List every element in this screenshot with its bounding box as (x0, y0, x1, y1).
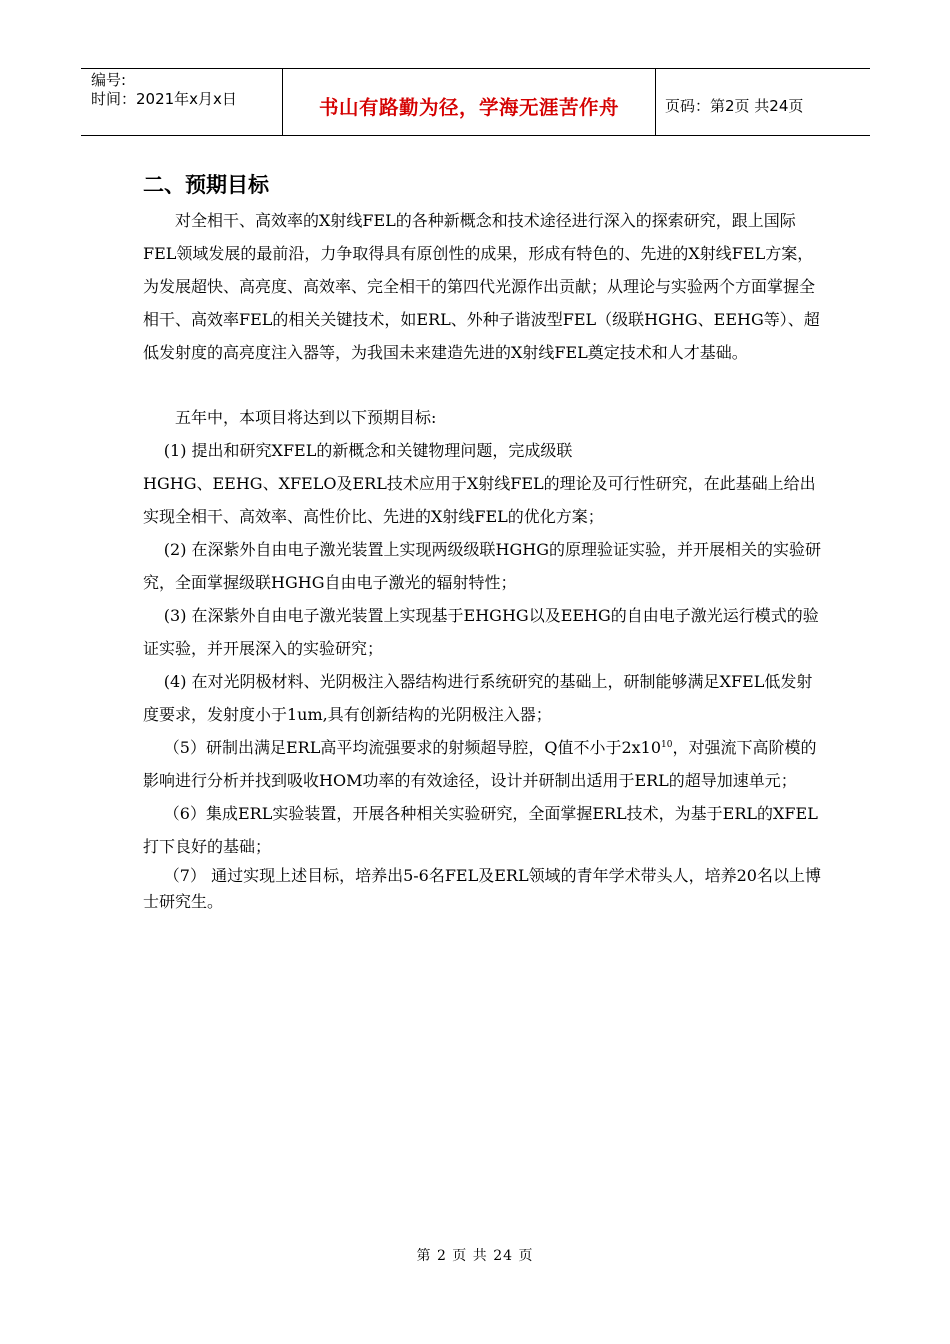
goal-2: (2) 在深紫外自由电子激光装置上实现两级级联HGHG的原理验证实验，并开展相关的实验研究，全面掌握级联HGHG自由电子激光的辐射特性； (143, 540, 822, 592)
document-time-label: 时间：2021年x月x日 (91, 90, 237, 108)
document-number-label: 编号: (91, 71, 127, 89)
page-header (81, 68, 870, 136)
goal-6: （6）集成ERL实验装置，开展各种相关实验研究，全面掌握ERL技术，为基于ERL的XFEL打下良好的基础； (143, 804, 818, 856)
goal-1-rest: HGHG、EEHG、XFELO及ERL技术应用于X射线FEL的理论及可行性研究，在此基础上给出实现全相干、高效率、高性价比、先进的X射线FEL的优化方案； (143, 474, 816, 526)
goal-5 (143, 731, 823, 797)
goal-4: (4) 在对光阴极材料、光阴极注入器结构进行系统研究的基础上，研制能够满足XFEL低发射度要求，发射度小于1um,具有创新结构的光阴极注入器； (143, 672, 813, 724)
goal-7: （7） 通过实现上述目标，培养出5-6名FEL及ERL领域的青年学术带头人，培养20名以上博士研究生。 (143, 866, 821, 911)
intro-paragraph: 对全相干、高效率的X射线FEL的各种新概念和技术途径进行深入的探索研究，跟上国际FEL领域发展的最前沿，力争取得具有原创性的成果，形成有特色的、先进的X射线FEL方案，为发展超快、高亮度、高效率、完全相干的第四代光源作出贡献；从理论与实验两个方面掌握全相干、高效率FEL的相关关键技术，如ERL、外种子谐波型FEL（级联HGHG、EEHG等）、超低发射度的高亮度注入器等，为我国未来建造先进的X射线FEL奠定技术和人才基础。 (143, 211, 820, 362)
document-body (143, 172, 823, 915)
goal-1-first-line: (1) 提出和研究XFEL的新概念和关键物理问题，完成级联 (163, 441, 573, 460)
paragraph-gap (143, 369, 823, 401)
section-title: 二、预期目标 (143, 173, 269, 197)
header-meta (81, 69, 282, 135)
goal-5-text: （5）研制出满足ERL高平均流强要求的射频超导腔，Q值不小于2x10 (163, 738, 662, 757)
header-motto: 书山有路勤为径，学海无涯苦作舟 (282, 69, 656, 135)
goal-3: (3) 在深紫外自由电子激光装置上实现基于EHGHG以及EEHG的自由电子激光运行模式的验证实验，并开展深入的实验研究； (143, 606, 819, 658)
goals-lead: 五年中，本项目将达到以下预期目标: (175, 408, 437, 427)
goal-5-exponent: 10 (661, 740, 673, 750)
page-footer: 第 2 页 共 24 页 (416, 1248, 534, 1264)
header-page-info: 页码：第2页 共24页 (665, 96, 804, 115)
goal-5-text-cont: ，对强流下高阶模的影响进行分析并找到吸收HOM功率的有效途径，设计并研制出适用于ERL的超导加速单元； (143, 738, 817, 790)
